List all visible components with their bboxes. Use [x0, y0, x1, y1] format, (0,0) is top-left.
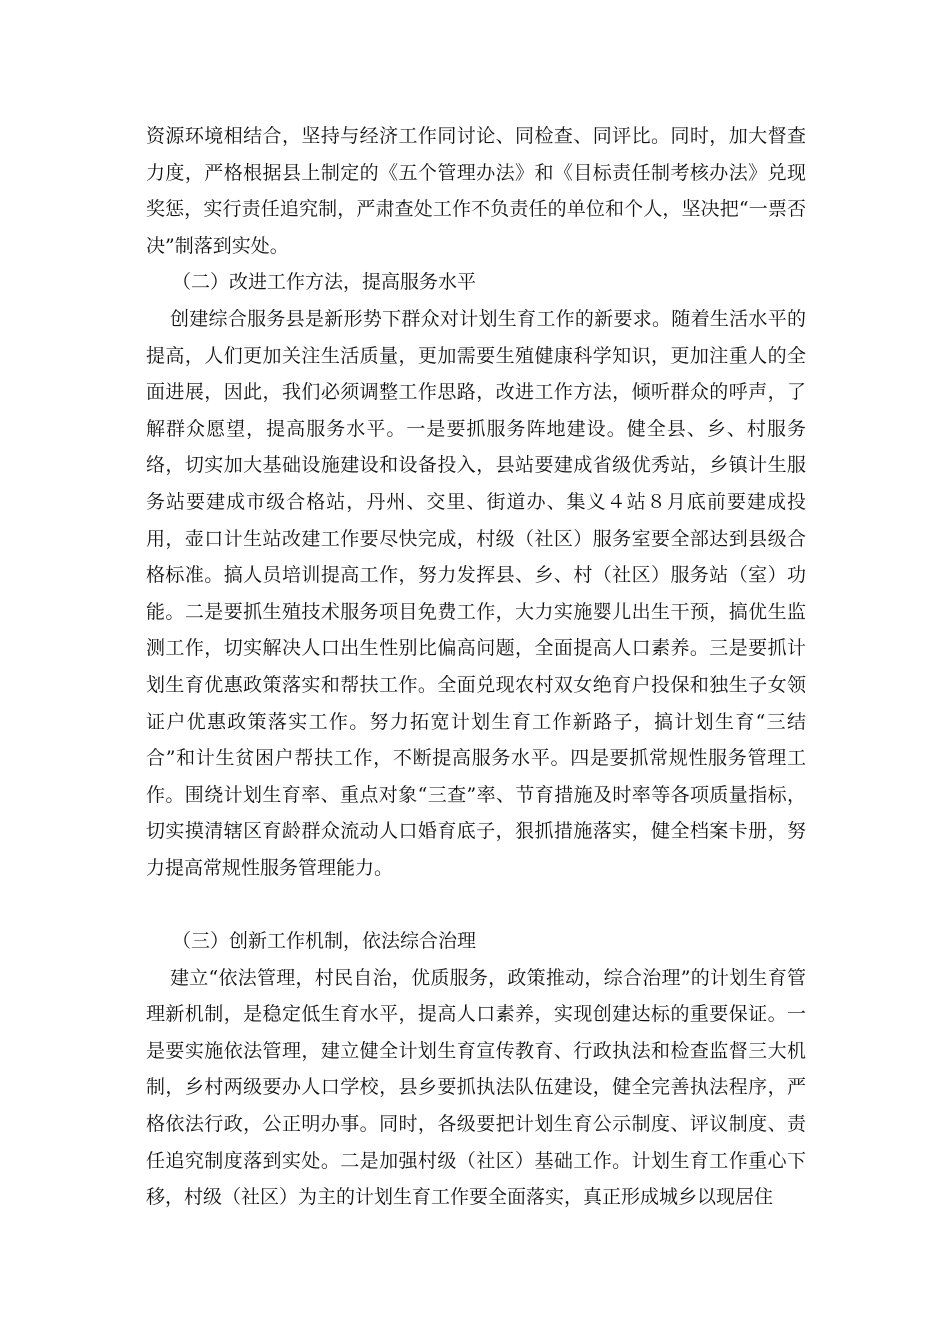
paragraph-service: 创建综合服务县是新形势下群众对计划生育工作的新要求。随着生活水平的提高，人们更加关注生活质量，更加需要生殖健康科学知识，更加注重人的全面进展，因此，我们必须调整工作思路，改进工作方法，倾听群众的呼声，了解群众愿望，提高服务水平。一是要抓服务阵地建设。健全县、乡、村服务络，切实加大基础设施建设和设备投入，县站要建成省级优秀站，乡镇计生服务站要建成市级合格站，丹州、交里、街道办、集义４站８月底前要建成投用，壶口计生站改建工作要尽快完成，村级（社区）服务室要全部达到县级合格标准。搞人员培训提高工作，努力发挥县、乡、村（社区）服务站（室）功能。二是要抓生殖技术服务项目免费工作，大力实施婴儿出生干预，搞优生监测工作，切实解决人口出生性别比偏高问题，全面提高人口素养。三是要抓计划生育优惠政策落实和帮扶工作。全面兑现农村双女绝育户投保和独生子女领证户优惠政策落实工作。努力拓宽计划生育工作新路子，搞计划生育“三结合”和计生贫困户帮扶工作，不断提高服务水平。四是要抓常规性服务管理工作。围绕计划生育率、重点对象“三查”率、节育措施及时率等各项质量指标，切实摸清辖区育龄群众流动人口婚育底子，狠抓措施落实，健全档案卡册，努力提高常规性服务管理能力。 [146, 307, 806, 879]
document-body [146, 118, 806, 1216]
paragraph-continued: 资源环境相结合，坚持与经济工作同讨论、同检查、同评比。同时，加大督查力度，严格根据县上制定的《五个管理办法》和《目标责任制考核办法》兑现奖惩，实行责任追究制，严肃查处工作不负责任的单位和个人，坚决把“一票否决”制落到实处。 [146, 125, 806, 257]
paragraph-mechanism: 建立“依法管理，村民自治，优质服务，政策推动，综合治理”的计划生育管理新机制，是稳定低生育水平，提高人口素养，实现创建达标的重要保证。一是要实施依法管理，建立健全计划生育宣传教育、行政执法和检查监督三大机制，乡村两级要办人口学校，县乡要抓执法队伍建设，健全完善执法程序，严格依法行政，公正明办事。同时，各级要把计划生育公示制度、评议制度、责任追究制度落到实处。二是加强村级（社区）基础工作。计划生育工作重心下移，村级（社区）为主的计划生育工作要全面落实，真正形成城乡以现居住 [146, 966, 806, 1209]
section-heading-3: （三）创新工作机制，依法综合治理 [172, 930, 477, 953]
section-heading-2: （二）改进工作方法，提高服务水平 [172, 271, 477, 294]
paragraph-spacer [146, 886, 806, 923]
